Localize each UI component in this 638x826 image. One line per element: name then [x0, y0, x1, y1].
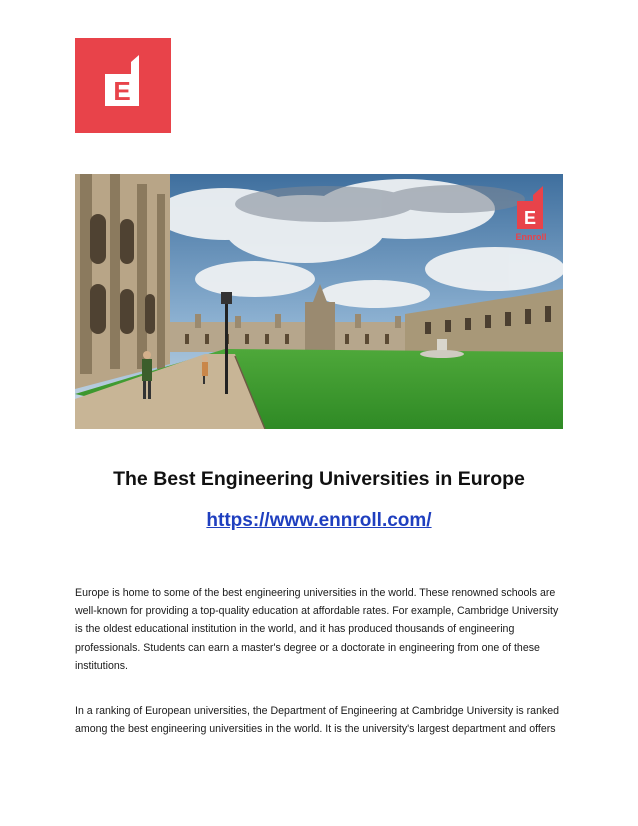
badge-text: Ennroll	[515, 232, 547, 242]
paragraph-intro: Europe is home to some of the best engineering universities in the world. These renowned schools are well-known for providing a top-quality education at affordable rates. For example, Cambridge University is the oldest educational institution in the world, and it has produced thousands of engineering professionals. Students can earn a master's degree or a doctorate in engineering from one of these institutions.	[75, 587, 559, 672]
university-campus-photo	[75, 174, 563, 429]
ennroll-logo-icon	[75, 38, 171, 133]
page-title: The Best Engineering Universities in Europe	[113, 468, 525, 490]
logo-letter: E	[113, 76, 131, 106]
url-container	[0, 510, 638, 532]
paragraph-ranking: In a ranking of European universities, the Department of Engineering at Cambridge University is ranked among the best engineering universities in the world. It is the university's largest department and offers	[75, 705, 560, 736]
ennroll-logo	[75, 38, 171, 133]
badge-letter: E	[523, 208, 537, 228]
hero-image	[75, 174, 563, 429]
website-link[interactable]: https://www.ennroll.com/	[206, 510, 432, 531]
